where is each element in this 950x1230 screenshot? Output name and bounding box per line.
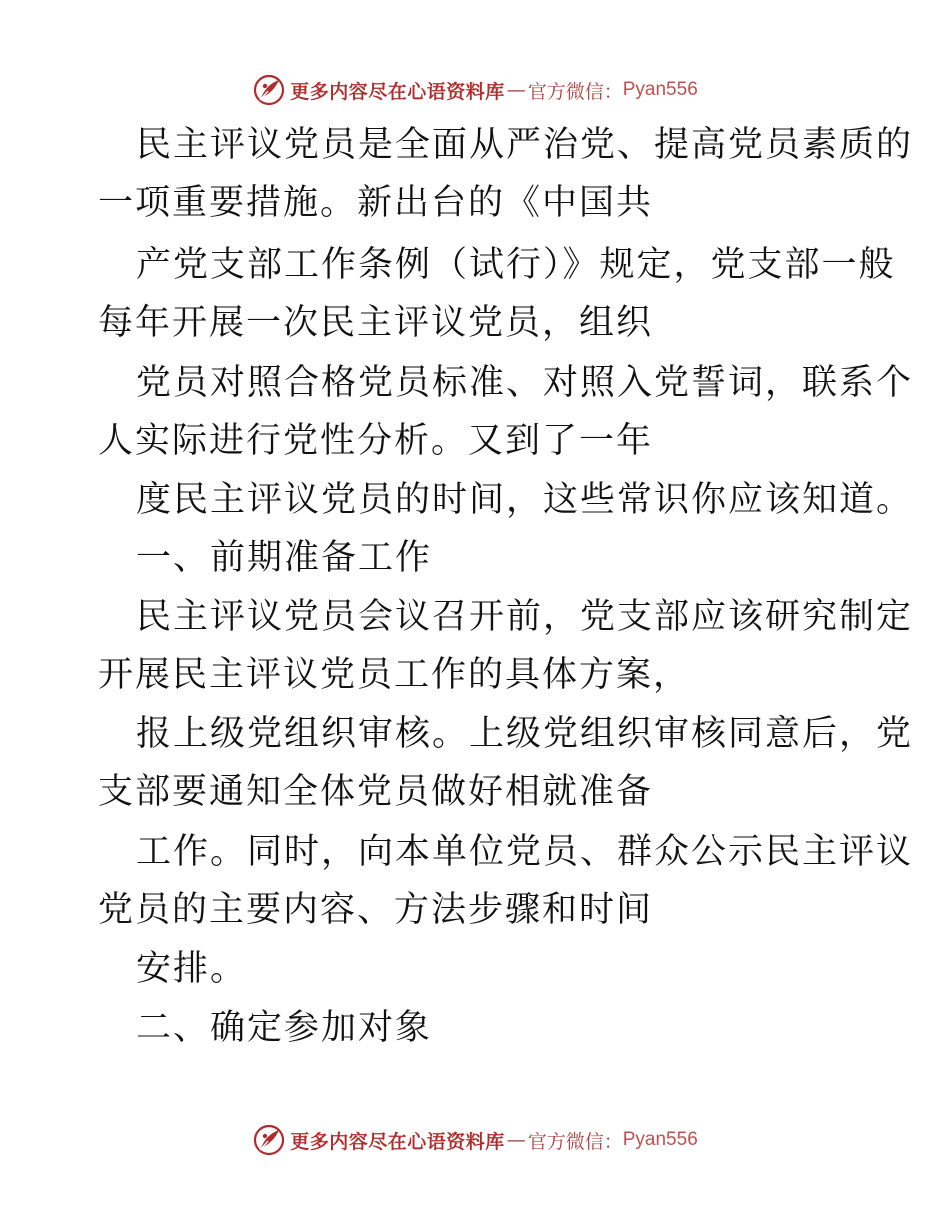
section-heading: 二、确定参加对象 — [136, 1008, 433, 1048]
text-line: 党员对照合格党员标准、对照入党誓词，联系个 — [136, 363, 914, 403]
text-line: 支部要通知全体党员做好相就准备 — [98, 772, 654, 812]
site-name: 更多内容尽在心语资料库 — [290, 80, 505, 103]
wechat-label: 官方微信： — [527, 80, 623, 103]
wechat-id: Pyan556 — [622, 1129, 698, 1150]
text-line: 开展民主评议党员工作的具体方案， — [98, 655, 691, 695]
text-line: 报上级党组织审核。上级党组织审核同意后，党 — [136, 714, 914, 754]
text-line: 每年开展一次民主评议党员，组织 — [98, 303, 654, 343]
text-line: 安排。 — [136, 949, 248, 989]
header-banner — [0, 70, 950, 110]
feather-pen-icon — [252, 73, 286, 107]
text-line: 民主评议党员是全面从严治党、提高党员素质的 — [136, 125, 914, 165]
banner-separator: — — [506, 1129, 526, 1151]
text-line: 民主评议党员会议召开前，党支部应该研究制定 — [136, 597, 914, 637]
footer-banner — [0, 1120, 950, 1160]
feather-pen-icon — [252, 1123, 286, 1157]
wechat-label: 官方微信： — [527, 1130, 623, 1153]
text-line: 党员的主要内容、方法步骤和时间 — [98, 890, 654, 930]
text-line: 人实际进行党性分析。又到了一年 — [98, 421, 654, 461]
text-line: 一项重要措施。新出台的《中国共 — [98, 183, 654, 223]
text-line: 工作。同时，向本单位党员、群众公示民主评议 — [136, 832, 914, 872]
text-line: 产党支部工作条例（试行）》规定，党支部一般 — [136, 245, 896, 285]
text-line: 度民主评议党员的时间，这些常识你应该知道。 — [136, 480, 914, 520]
wechat-id: Pyan556 — [622, 79, 698, 100]
section-heading: 一、前期准备工作 — [136, 538, 433, 578]
site-name: 更多内容尽在心语资料库 — [290, 1130, 505, 1153]
banner-separator: — — [506, 79, 526, 101]
